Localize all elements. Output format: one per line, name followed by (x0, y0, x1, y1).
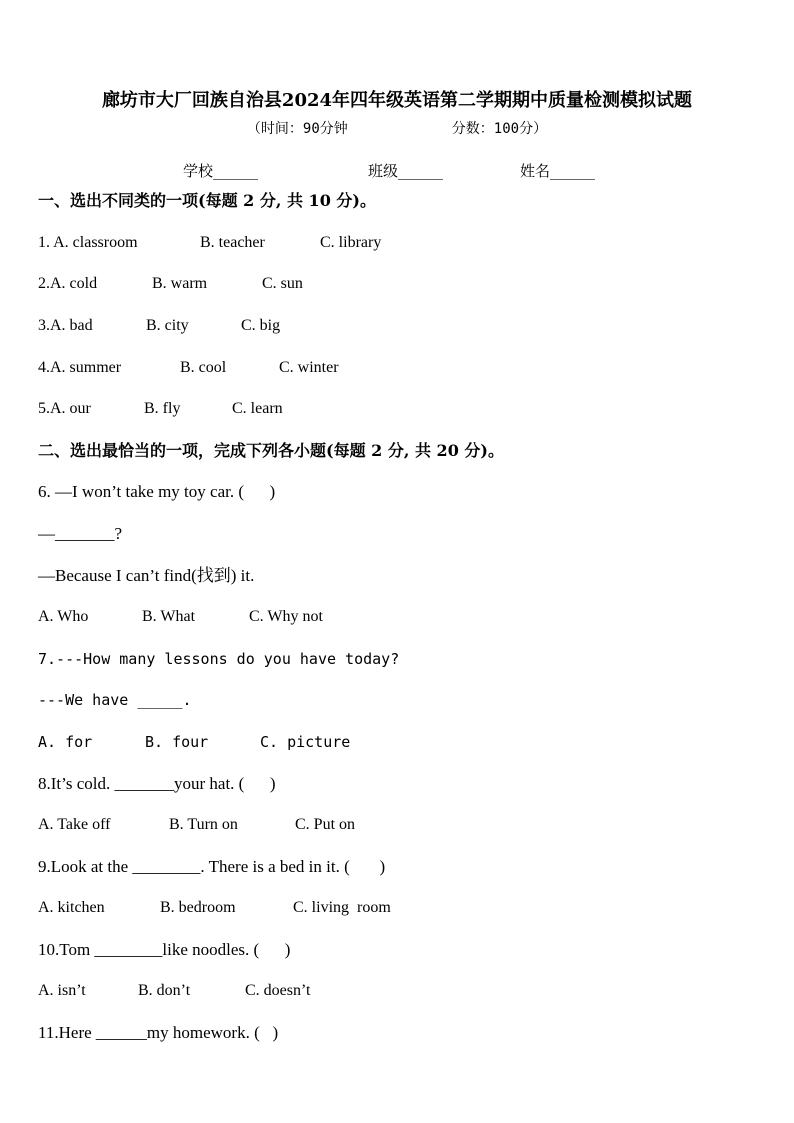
q3-option-b: B. city (146, 317, 189, 334)
school-field: 学校______ (183, 162, 259, 180)
q2-option-a: 2.A. cold (38, 275, 98, 292)
name-field: 姓名______ (520, 162, 596, 180)
q7-option-c: C. picture (260, 733, 351, 751)
q10-option-b: B. don’t (138, 982, 191, 999)
q11-line1: 11.Here ______my homework. ( ) (38, 1023, 279, 1042)
q7-option-b: B. four (145, 733, 209, 751)
q8-option-a: A. Take off (38, 816, 111, 833)
q4-option-c: C. winter (279, 359, 339, 376)
q1-option-a: 1. A. classroom (38, 234, 138, 251)
exam-score: 分数：100分） (451, 121, 548, 137)
q6-option-a: A. Who (38, 608, 89, 625)
exam-time: （时间：90分钟 (246, 121, 348, 137)
q7-option-a: A. for (38, 733, 93, 751)
q9-option-b: B. bedroom (160, 899, 236, 916)
q4-option-b: B. cool (180, 359, 227, 376)
q9-line1: 9.Look at the ________. There is a bed in it. ( ) (38, 857, 386, 876)
q9-option-c: C. living room (293, 899, 391, 916)
q6-line3: —Because I can’t find(找到) it. (38, 566, 255, 585)
q5-option-c: C. learn (232, 400, 283, 417)
q7-line1: 7.---How many lessons do you have today? (38, 650, 400, 668)
q6-line1: 6. —I won’t take my toy car. ( ) (38, 482, 276, 501)
q5-option-a: 5.A. our (38, 400, 91, 417)
q10-line1: 10.Tom ________like noodles. ( ) (38, 940, 291, 959)
q2-option-c: C. sun (262, 275, 303, 292)
q6-option-b: B. What (142, 608, 196, 625)
exam-subtitle (0, 118, 794, 138)
q2-option-b: B. warm (152, 275, 208, 292)
q3-option-c: C. big (241, 317, 281, 334)
q5-option-b: B. fly (144, 400, 181, 417)
q10-option-a: A. isn’t (38, 982, 86, 999)
q3-option-a: 3.A. bad (38, 317, 93, 334)
q8-line1: 8.It’s cold. _______your hat. ( ) (38, 774, 276, 793)
exam-title: 廊坊市大厂回族自治县2024年四年级英语第二学期期中质量检测模拟试题 (101, 90, 693, 111)
q9-option-a: A. kitchen (38, 899, 105, 916)
q7-line2: ---We have _____. (38, 691, 192, 709)
q6-option-c: C. Why not (249, 608, 323, 625)
section2-heading: 二、选出最恰当的一项，完成下列各小题(每题 2 分, 共 20 分)。 (38, 441, 504, 460)
q8-option-c: C. Put on (295, 816, 356, 833)
section1-heading: 一、选出不同类的一项(每题 2 分, 共 10 分)。 (38, 191, 376, 210)
q1-option-c: C. library (320, 234, 382, 251)
q4-option-a: 4.A. summer (38, 359, 122, 376)
q10-option-c: C. doesn’t (245, 982, 311, 999)
class-field: 班级______ (368, 162, 444, 180)
q6-line2: —_______? (38, 524, 123, 543)
q8-option-b: B. Turn on (169, 816, 238, 833)
q1-option-b: B. teacher (200, 234, 265, 251)
